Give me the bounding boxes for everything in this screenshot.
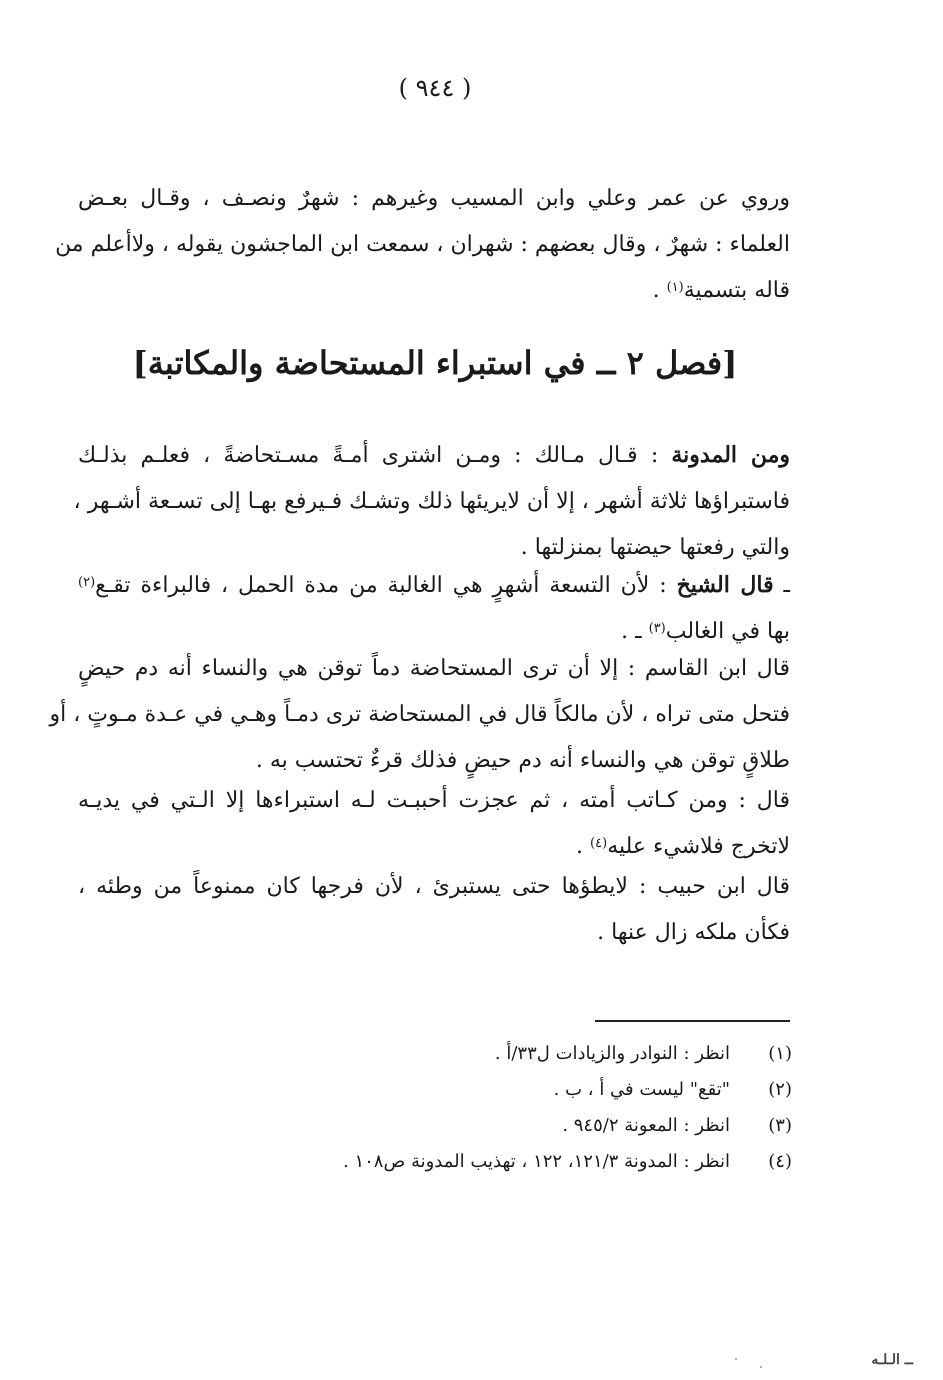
page-number: ( ٩٤٤ ) <box>398 74 472 102</box>
footnote-number: (١) <box>768 1043 792 1064</box>
footnote-item <box>200 1036 792 1072</box>
text-fragment: . <box>576 834 591 859</box>
text-line: قال : ومن كـاتب أمته ، ثم عجزت أحببـت لـه استبراءها إلا الـتي في يديـه <box>78 788 790 813</box>
text-fragment: لاتخرج فلاشيء عليه <box>607 834 790 859</box>
paragraph-mudawwana <box>73 432 790 571</box>
text-line: قال ابن القاسم : إلا أن ترى المستحاضة دماً توقن هي والنساء أنه دم حيضٍ <box>78 656 790 681</box>
footnote-ref: (٢) <box>78 575 96 590</box>
source-label: قال الشيخ <box>676 572 774 598</box>
footnote-text: انظر : النوادر والزيادات ل٣٣/أ . <box>494 1043 730 1064</box>
paragraph-ibn-habib <box>78 864 790 956</box>
text-line: قال ابن حبيب : لايطؤها حتى يستبرئ ، لأن فرجها كان ممنوعاً من وطئه ، <box>78 874 790 899</box>
paragraph-ibn-qasim <box>49 646 790 784</box>
text-line: فكأن ملكه زال عنها . <box>597 920 790 945</box>
text-line <box>78 562 790 609</box>
footnote-number: (٤) <box>768 1151 792 1172</box>
footnotes <box>200 1036 792 1180</box>
paragraph-sheikh <box>78 562 790 655</box>
footnote-text: "تقع" ليست في أ ، ب . <box>553 1079 730 1100</box>
paragraph-narration <box>55 176 790 314</box>
text-fragment: . <box>652 278 667 303</box>
footnote-text: انظر : المعونة ٩٤٥/٢ . <box>562 1115 730 1136</box>
footnote-item <box>200 1072 792 1108</box>
text-line: طلاقٍ توقن هي والنساء أنه دم حيضٍ فذلك قرءٌ تحتسب به . <box>255 748 790 773</box>
text-fragment: ـ <box>773 573 790 598</box>
text-line: وروي عن عمر وعلي وابن المسيب وغيرهم : شهرٌ ونصـف ، وقـال بعـض <box>78 186 790 211</box>
scan-speck <box>760 1366 762 1368</box>
scan-speck <box>735 1358 737 1360</box>
margin-mark: ــ الـلـه <box>871 1352 913 1368</box>
section-heading: [فصل ٢ ــ في استبراء المستحاضة والمكاتبة] <box>132 344 738 382</box>
footnote-ref: (١) <box>666 280 684 295</box>
text-fragment: بها في الغالب <box>665 619 790 644</box>
footnote-item <box>200 1108 792 1144</box>
source-label: ومن المدونة <box>671 442 790 468</box>
text-fragment: : لأن التسعة أشهرٍ هي الغالبة من مدة الحمل ، فالبراءة تقـع <box>95 573 677 598</box>
text-line <box>78 268 790 314</box>
footnote-number: (٢) <box>768 1079 792 1100</box>
footnote-item <box>200 1144 792 1180</box>
footnote-number: (٣) <box>768 1115 792 1136</box>
footnote-text: انظر : المدونة ١٢١/٣، ١٢٢ ، تهذيب المدونة ص١٠٨ . <box>343 1151 730 1172</box>
text-line <box>78 432 790 479</box>
text-fragment: قاله بتسمية <box>683 278 790 303</box>
footnote-ref: (٣) <box>648 621 666 636</box>
footnote-ref: (٤) <box>590 836 608 851</box>
text-line: فتحل متى تراه ، لأن مالكاً قال في المستحاضة ترى دمـاً وهـي في عـدة مـوتٍ ، أو <box>49 702 790 727</box>
text-line: والتي رفعتها حيضتها بمنزلتها . <box>520 535 790 560</box>
footnote-divider <box>595 1020 790 1022</box>
text-fragment: ـ . <box>621 619 649 644</box>
text-line: العلماء : شهرٌ ، وقال بعضهم : شهران ، سمعت ابن الماجشون يقوله ، ولاأعلم من <box>55 232 790 257</box>
text-line: فاستبراؤها ثلاثة أشهر ، إلا أن لايريئها ذلك وتشـك فـيرفع بهـا إلى تسـعة أشـهر ، <box>73 489 790 514</box>
text-fragment: : قـال مـالك : ومـن اشترى أمـةً مسـتحاضةً ، فعلـم بذلـك <box>78 443 672 468</box>
paragraph-mukataba <box>78 778 790 870</box>
